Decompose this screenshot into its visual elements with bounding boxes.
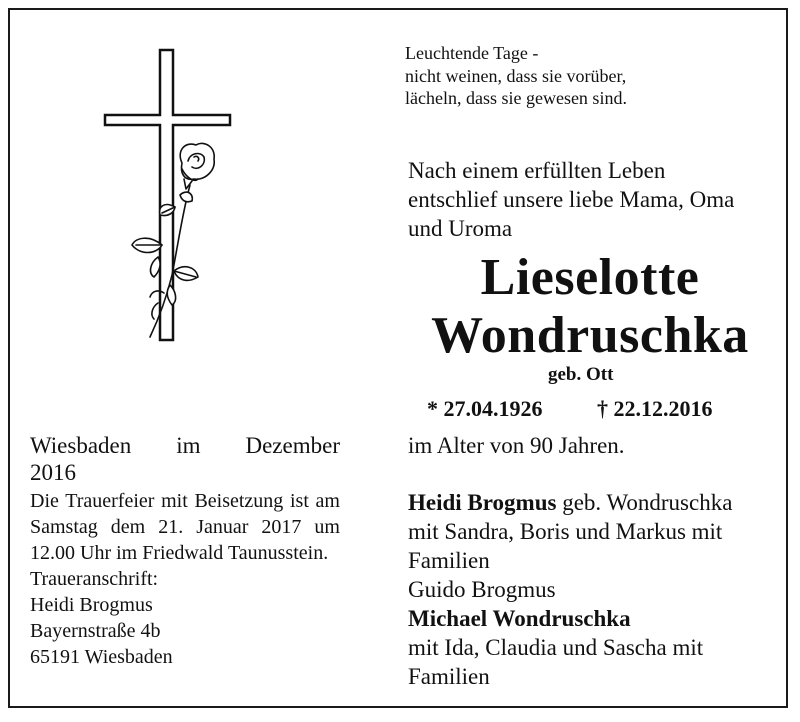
intro-line: entschlief unsere liebe Mama, Oma <box>408 187 735 212</box>
deceased-first-name: Lieselotte <box>480 249 700 306</box>
poem <box>405 42 627 110</box>
family-name-heidi: Heidi Brogmus <box>408 490 557 515</box>
birth-name: geb. Ott <box>548 364 614 385</box>
family-name-michael: Michael Wondruschka <box>408 606 631 631</box>
family-name-suffix: geb. Wondruschka <box>556 490 733 515</box>
family-line: Guido Brogmus <box>408 577 556 602</box>
family-list <box>408 488 768 691</box>
family-line: Familien <box>408 664 490 689</box>
address-label: Traueranschrift: <box>30 568 159 590</box>
left-column <box>30 432 340 670</box>
family-line <box>408 488 768 517</box>
family-line: Familien <box>408 548 490 573</box>
age-text: im Alter von 90 Jahren. <box>408 433 625 458</box>
family-line: mit Sandra, Boris und Markus mit <box>408 519 723 544</box>
death-date: † 22.12.2016 <box>597 396 713 421</box>
birth-date: * 27.04.1926 <box>427 396 543 421</box>
family-line: mit Ida, Claudia und Sascha mit <box>408 635 704 660</box>
poem-line: nicht weinen, dass sie vorüber, <box>405 65 627 86</box>
deceased-last-name: Wondruschka <box>431 307 749 364</box>
address-city: 65191 Wiesbaden <box>30 646 173 668</box>
funeral-info: Die Trauerfeier mit Beisetzung ist am Samstag dem 21. Januar 2017 um 12.00 Uhr im Friedwald Taunusstein. <box>30 490 340 564</box>
poem-line: Leuchtende Tage - <box>405 43 539 63</box>
cross-icon <box>100 45 235 345</box>
address-name: Heidi Brogmus <box>30 594 153 616</box>
place-word: Dezember <box>245 433 340 458</box>
place-line <box>30 432 340 459</box>
address-street: Bayernstraße 4b <box>30 620 161 642</box>
place-year: 2016 <box>30 460 76 485</box>
intro-text <box>408 156 734 243</box>
life-dates <box>427 396 713 422</box>
place-word: Wiesbaden <box>30 433 132 458</box>
place-word: im <box>176 433 201 458</box>
poem-line: lächeln, dass sie gewesen sind. <box>405 88 627 108</box>
intro-line: Nach einem erfüllten Leben <box>408 158 666 183</box>
intro-line: und Uroma <box>408 216 513 241</box>
